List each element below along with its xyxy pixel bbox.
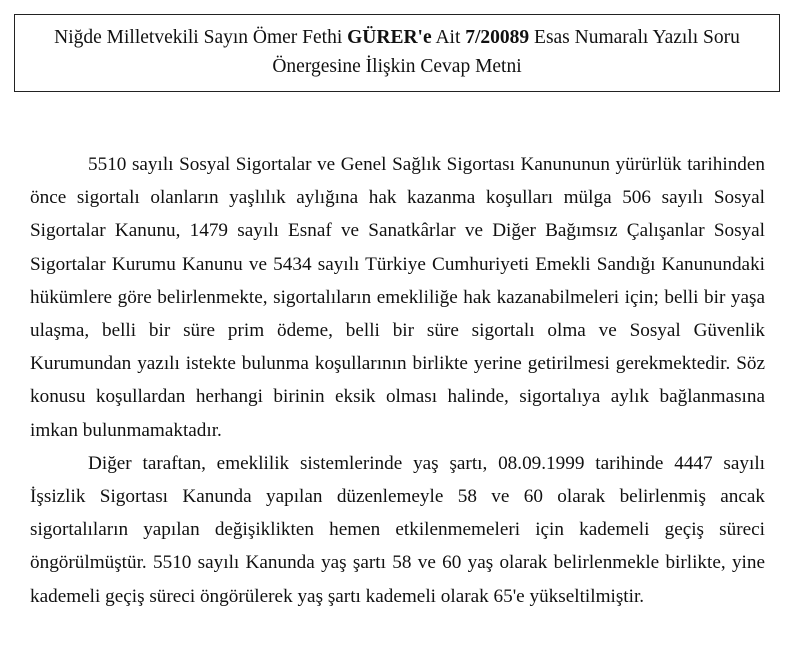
title-line-1	[15, 23, 779, 52]
document-title-box	[14, 14, 780, 92]
title-mid: Ait	[431, 27, 466, 48]
title-name: GÜRER'e	[347, 27, 432, 48]
title-number: 7/20089	[465, 27, 530, 48]
title-line-2: Önergesine İlişkin Cevap Metni	[272, 56, 522, 77]
title-prefix: Niğde Milletvekili Sayın Ömer Fethi	[54, 27, 348, 48]
paragraph-2: Diğer taraftan, emeklilik sistemlerinde yaş şartı, 08.09.1999 tarihinde 4447 sayılı İşsizlik Sigortası Kanunda yapılan düzenlemeyle 58 ve 60 olarak belirlenmiş ancak sigortalıların yapılan değişiklikten hemen etkilenmemeleri için kademeli geçiş süreci öngörülmüştür. 5510 sayılı Kanunda yaş şartı 58 ve 60 yaş olarak belirlenmekle birlikte, yine kademeli geçiş süreci öngörülerek yaş şartı kademeli olarak 65'e yükseltilmiştir.	[30, 452, 765, 607]
title-suffix: Esas Numaralı Yazılı Soru	[529, 27, 740, 48]
paragraph-1: 5510 sayılı Sosyal Sigortalar ve Genel Sağlık Sigortası Kanununun yürürlük tarihinden önce sigortalı olanların yaşlılık aylığına hak kazanma koşulları mülga 506 sayılı Sosyal Sigortalar Kanunu, 1479 sayılı Esnaf ve Sanatkârlar ve Diğer Bağımsız Çalışanlar Sosyal Sigortalar Kurumu Kanunu ve 5434 sayılı Türkiye Cumhuriyeti Emekli Sandığı Kanunundaki hükümlere göre belirlenmekte, sigortalıların emekliliğe hak kazanabilmeleri için; belli bir yaşa ulaşma, belli bir süre prim ödeme, belli bir süre sigortalı olma ve Sosyal Güvenlik Kurumundan yazılı istekte bulunma koşullarının birlikte yerine getirilmesi gerekmektedir. Söz konusu koşullardan herhangi birinin eksik olması halinde, sigortalıya aylık bağlanmasına imkan bulunmamaktadır.	[30, 154, 765, 441]
document-body	[30, 148, 765, 613]
